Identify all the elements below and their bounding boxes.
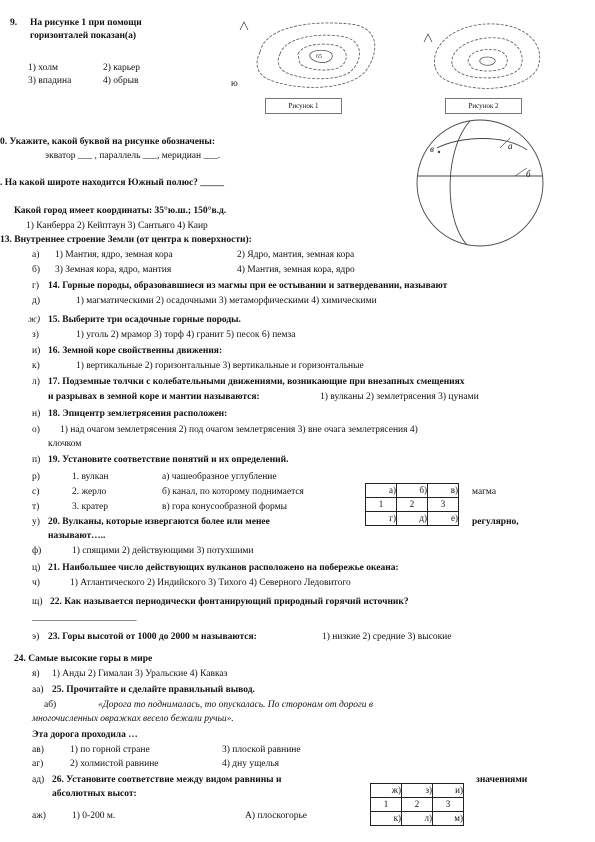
- q13-prefix-a: а): [32, 250, 40, 260]
- q25-row2-prefix: аг): [32, 759, 44, 769]
- q24-prefix: я): [32, 669, 40, 679]
- q25-text: 25. Прочитайте и сделайте правильный вывод.: [52, 685, 255, 695]
- q19-prefix: п): [32, 455, 41, 465]
- q26-row-option-a: 1) 0-200 м.: [72, 811, 116, 821]
- answer-cell[interactable]: 3: [428, 498, 459, 512]
- q25-prefix2: аб): [44, 700, 57, 710]
- q18-options-cont: клочком: [48, 439, 82, 449]
- q15-options: 1) уголь 2) мрамор 3) торф 4) гранит 5) песок 6) пемза: [76, 330, 296, 340]
- q14-prefix: г): [32, 281, 40, 291]
- answer-cell[interactable]: 1: [366, 498, 397, 512]
- answer-cell[interactable]: е): [428, 512, 459, 526]
- q9-option-3: 3) впадина: [28, 76, 72, 86]
- q16-prefix2: к): [32, 361, 40, 371]
- q17-text-line2: и разрывах в земной коре и мантии называются:: [48, 392, 260, 402]
- q16-text: 16. Земной коре свойственны движения:: [48, 346, 223, 356]
- q20-text-tail: регулярно,: [472, 517, 519, 527]
- q20-options: 1) спящими 2) действующими 3) потухшими: [72, 546, 254, 556]
- contour-figure-1: [240, 12, 390, 102]
- q25-option-4: 4) дну ущелья: [222, 759, 280, 769]
- q24-options: 1) Анды 2) Гималаи 3) Уральские 4) Кавказ: [52, 669, 228, 679]
- q10-text: 0. Укажите, какой буквой на рисунке обозначены:: [0, 137, 215, 147]
- answer-cell[interactable]: б): [397, 484, 428, 498]
- answer-cell[interactable]: 1: [371, 798, 402, 812]
- q25-quote-line2: многочисленных овражках весело бежали ручьи».: [32, 714, 234, 724]
- answer-cell[interactable]: к): [371, 812, 402, 826]
- q23-options: 1) низкие 2) средние 3) высокие: [322, 632, 452, 642]
- q15-prefix: ж): [28, 315, 41, 325]
- q9-text-line1: На рисунке 1 при помощи: [30, 18, 142, 28]
- q13-option-4: 4) Мантия, земная кора, ядро: [237, 265, 355, 275]
- q15-text: 15. Выберите три осадочные горные породы.: [48, 315, 241, 325]
- q19-definition: в) гора конусообразной формы: [162, 502, 287, 512]
- q14-text: 14. Горные породы, образовавшиеся из магмы при ее остывании и затвердевании, называют: [48, 281, 448, 291]
- q9-option-4: 4) обрыв: [103, 76, 139, 86]
- contour-figure-2: [420, 12, 560, 102]
- answer-cell[interactable]: д): [397, 512, 428, 526]
- q22-prefix: щ): [32, 597, 43, 607]
- q21-text: 21. Наибольшее число действующих вулканов расположено на побережье океана:: [48, 563, 399, 573]
- q18-text: 18. Эпицентр землетрясения расположен:: [48, 409, 228, 419]
- q20-prefix: у): [32, 517, 40, 527]
- q16-prefix: и): [32, 346, 41, 356]
- q25-option-2: 2) холмистой равнине: [70, 759, 159, 769]
- answer-cell[interactable]: 3: [433, 798, 464, 812]
- q19-answer-table: [365, 483, 459, 526]
- q20-text-line2: называют…..: [48, 531, 106, 541]
- answer-cell[interactable]: а): [366, 484, 397, 498]
- figure-1-caption: Рисунок 1: [265, 98, 342, 114]
- q21-prefix: ц): [32, 563, 41, 573]
- q25-subquestion: Эта дорога проходила …: [32, 730, 138, 740]
- q22-answer-line[interactable]: ______________________: [32, 613, 137, 623]
- q17-text-line1: 17. Подземные толчки с колебательными движениями, возникающие при внезапных смещениях: [48, 377, 465, 387]
- q19-term: 2. жерло: [72, 487, 107, 497]
- q20-prefix2: ф): [32, 546, 42, 556]
- answer-cell[interactable]: 2: [397, 498, 428, 512]
- answer-cell[interactable]: и): [433, 784, 464, 798]
- figure-2-caption: Рисунок 2: [445, 98, 522, 114]
- q26-text-tail: значениями: [476, 775, 528, 785]
- q26-prefix: ад): [32, 775, 45, 785]
- q19-term: 1. вулкан: [72, 472, 109, 482]
- q19-definition-tail: магма: [472, 487, 497, 497]
- compass-mark: ю: [231, 78, 238, 88]
- q19-row-prefix: р): [32, 472, 40, 482]
- q25-prefix: аа): [32, 685, 44, 695]
- q19-term: 3. кратер: [72, 502, 108, 512]
- answer-cell[interactable]: ж): [371, 784, 402, 798]
- q26-text-line1: 26. Установите соответствие между видом равнины и: [52, 775, 282, 785]
- q14-options: 1) магматическими 2) осадочными 3) метаморфическими 4) химическими: [76, 296, 377, 306]
- q22-text: 22. Как называется периодически фонтанирующий природный горячий источник?: [50, 597, 409, 607]
- q19-text: 19. Установите соответствие понятий и их определений.: [48, 455, 289, 465]
- q23-prefix: э): [32, 632, 40, 642]
- answer-cell[interactable]: 2: [402, 798, 433, 812]
- q21-prefix2: ч): [32, 578, 40, 588]
- q16-options: 1) вертикальные 2) горизонтальные 3) вертикальные и горизонтальные: [76, 361, 364, 371]
- q17-prefix: л): [32, 377, 40, 387]
- q13-option-1: 1) Мантия, ядро, земная кора: [55, 250, 173, 260]
- q20-text-line1: 20. Вулканы, которые извергаются более или менее: [48, 517, 270, 527]
- q12-options: 1) Канберра 2) Кейптаун 3) Сантьяго 4) Каир: [26, 221, 208, 231]
- q26-row-option-b: А) плоскогорье: [245, 811, 308, 821]
- q25-quote-line1: «Дорога то поднималась, то опускалась. По сторонам от дороги в: [98, 700, 373, 710]
- q19-row-prefix: с): [32, 487, 40, 497]
- q14-prefix2: д): [32, 296, 40, 306]
- q13-option-3: 3) Земная кора, ядро, мантия: [55, 265, 172, 275]
- q26-text-line2: абсолютных высот:: [52, 789, 137, 799]
- q25-option-1: 1) по горной стране: [70, 745, 150, 755]
- q23-text: 23. Горы высотой от 1000 до 2000 м называются:: [48, 632, 257, 642]
- q19-row-prefix: т): [32, 502, 40, 512]
- q26-row-prefix: аж): [32, 811, 46, 821]
- answer-cell[interactable]: л): [402, 812, 433, 826]
- q25-option-3: 3) плоской равнине: [222, 745, 301, 755]
- q26-answer-table: [370, 783, 464, 826]
- q17-options: 1) вулканы 2) землетрясения 3) цунами: [320, 392, 479, 402]
- answer-cell[interactable]: г): [366, 512, 397, 526]
- globe-label-v: в: [430, 144, 434, 154]
- q13-prefix-b: б): [32, 265, 40, 275]
- answer-cell[interactable]: з): [402, 784, 433, 798]
- q9-number: 9.: [10, 18, 18, 28]
- q19-definition: а) чашеобразное углубление: [162, 472, 277, 482]
- q18-prefix: н): [32, 409, 41, 419]
- q15-prefix2: з): [32, 330, 39, 340]
- globe-figure: [415, 118, 545, 248]
- q21-options: 1) Атлантического 2) Индийского 3) Тихого 4) Северного Ледовитого: [70, 578, 351, 588]
- q12-text: Какой город имеет координаты: 35°ю.ш.; 150°в.д.: [14, 206, 227, 216]
- answer-cell[interactable]: в): [428, 484, 459, 498]
- globe-label-b: б: [526, 169, 531, 179]
- globe-label-a: а: [508, 141, 513, 151]
- q10-parts: экватор ___ , параллель ___, меридиан ___.: [45, 151, 221, 161]
- q9-text-line2: горизонталей показан(а): [30, 31, 137, 41]
- q18-prefix2: о): [32, 425, 40, 435]
- q19-definition: б) канал, по которому поднимается: [162, 487, 304, 497]
- q11-text: . На какой широте находится Южный полюс? _____: [0, 178, 225, 188]
- q13-option-2: 2) Ядро, мантия, земная кора: [237, 250, 355, 260]
- q18-options: 1) над очагом землетрясения 2) под очагом землетрясения 3) вне очага землетрясения 4): [60, 425, 418, 435]
- q9-option-2: 2) карьер: [103, 63, 141, 73]
- svg-text:65: 65: [316, 54, 322, 60]
- answer-cell[interactable]: м): [433, 812, 464, 826]
- q24-text: 24. Самые высокие горы в мире: [14, 654, 153, 664]
- q9-option-1: 1) холм: [28, 63, 59, 73]
- q13-text: 13. Внутреннее строение Земли (от центра к поверхности):: [0, 235, 252, 245]
- q25-row1-prefix: ав): [32, 745, 44, 755]
